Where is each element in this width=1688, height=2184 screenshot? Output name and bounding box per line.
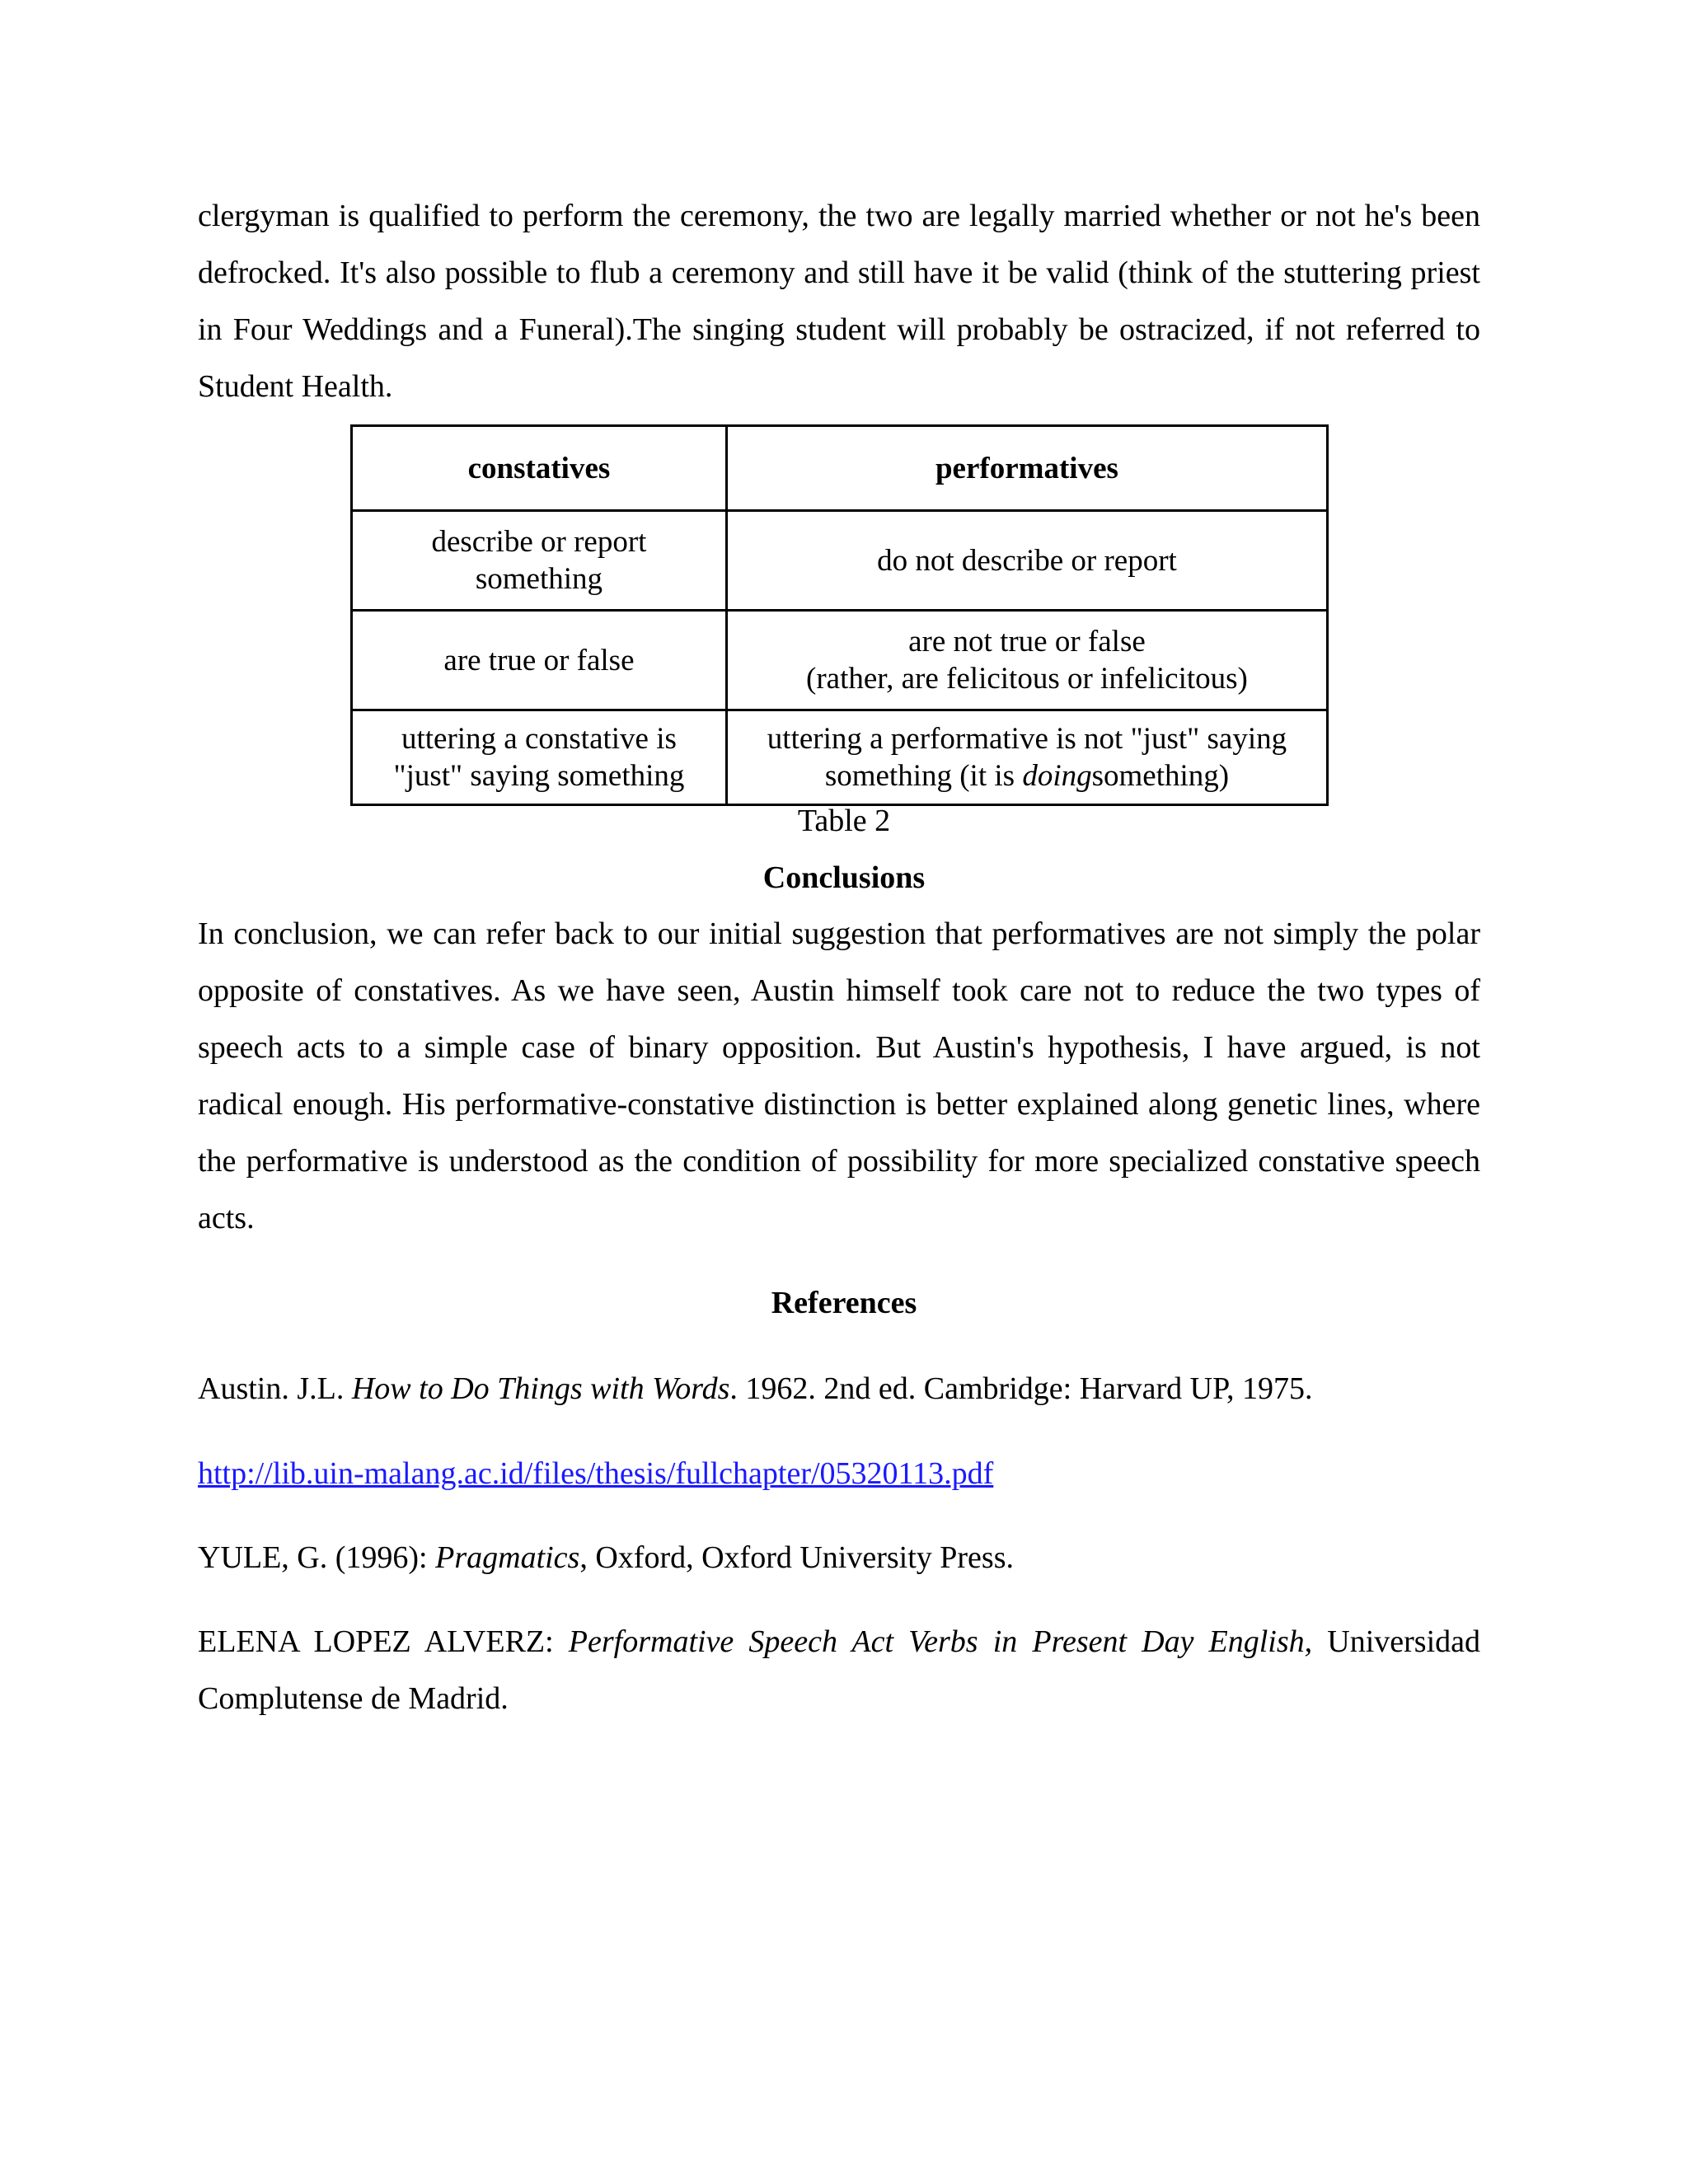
cell-constatives-describe: describe or report something <box>352 511 727 611</box>
header-performatives: performatives <box>726 426 1327 511</box>
header-constatives: constatives <box>352 426 727 511</box>
cell-performatives-describe: do not describe or report <box>726 511 1327 611</box>
comparison-table <box>350 424 1329 806</box>
table-row <box>352 511 1328 611</box>
reference-author: YULE, G. (1996): <box>198 1540 436 1575</box>
reference-link[interactable]: http://lib.uin-malang.ac.id/files/thesis/fullchapter/05320113.pdf <box>198 1456 994 1491</box>
cell-constatives-uttering: uttering a constative is "just" saying something <box>352 710 727 805</box>
reference-item <box>198 1530 1480 1586</box>
cell-performatives-truth-line2: (rather, are felicitous or infelicitous) <box>806 662 1248 696</box>
cell-performatives-uttering-post: something) <box>1091 759 1230 793</box>
reference-title: How to Do Things with Words <box>351 1371 730 1406</box>
intro-paragraph: clergyman is qualified to perform the ceremony, the two are legally married whether or not he's been defrocked. It's also possible to flub a ceremony and still have it be valid (think of the stuttering priest in Four Weddings and a Funeral).The singing student will probably be ostracized, if not referred to Student Health. <box>198 199 1480 404</box>
conclusions-heading: Conclusions <box>762 860 926 895</box>
reference-details: . 1962. 2nd ed. Cambridge: Harvard UP, 1975. <box>729 1371 1313 1406</box>
reference-details: , Oxford, Oxford University Press. <box>579 1540 1014 1575</box>
cell-constatives-truth: are true or false <box>352 611 727 710</box>
table-row <box>352 611 1328 710</box>
reference-title: Pragmatics <box>435 1540 580 1575</box>
reference-author: ELENA LOPEZ ALVERZ: <box>198 1624 569 1659</box>
reference-item <box>198 1446 1480 1502</box>
reference-item <box>198 1614 1480 1727</box>
table-caption: Table 2 <box>797 804 891 838</box>
reference-title: Performative Speech Act Verbs in Present Day English, <box>568 1624 1313 1659</box>
cell-performatives-truth <box>726 611 1327 710</box>
references-heading: References <box>771 1286 917 1320</box>
conclusions-paragraph: In conclusion, we can refer back to our initial suggestion that performatives are not simply the polar opposite of constatives. As we have seen, Austin himself took care not to reduce the two types of speech acts to a simple case of binary opposition. But Austin's hypothesis, I have argued, is not radical enough. His performative-constative distinction is better explained along genetic lines, where the performative is understood as the condition of possibility for more specialized constative speech acts. <box>198 916 1480 1235</box>
reference-item <box>198 1361 1480 1418</box>
cell-performatives-uttering-italic: doing <box>1022 759 1092 793</box>
reference-details: Universidad Complutense de Madrid. <box>198 1624 1480 1716</box>
table-row <box>352 710 1328 805</box>
cell-performatives-uttering-pre: uttering a performative is not "just" saying something (it is <box>767 722 1287 793</box>
cell-performatives-truth-line1: are not true or false <box>908 625 1146 658</box>
table-header-row <box>352 426 1328 511</box>
reference-author: Austin. J.L. <box>198 1371 352 1406</box>
cell-performatives-uttering <box>726 710 1327 805</box>
